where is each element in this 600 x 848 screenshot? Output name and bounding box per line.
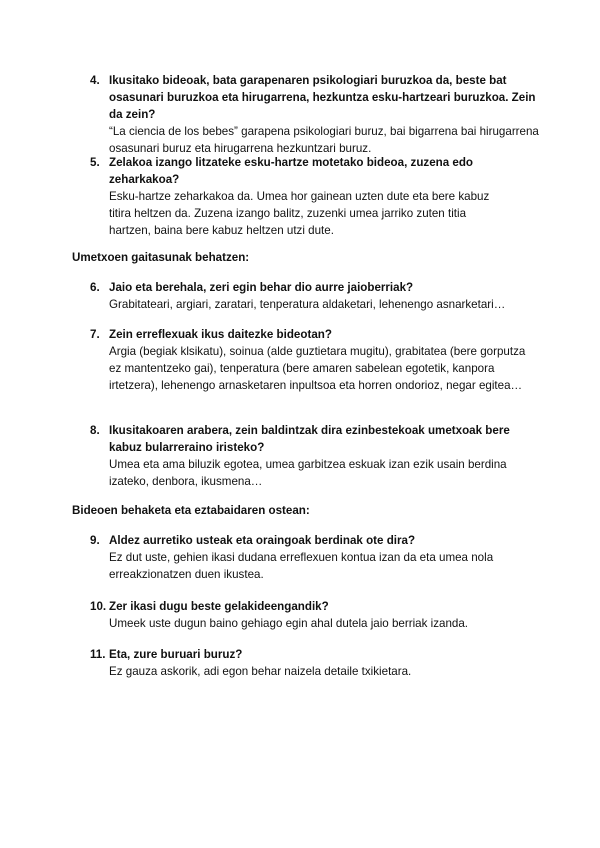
question-text: Zein erreflexuak ikus daitezke bideotan? <box>109 328 332 341</box>
question-number: 4. <box>90 74 100 87</box>
question-item-10 <box>90 598 540 632</box>
question-text: Ikusitakoaren arabera, zein baldintzak dira ezinbestekoak umetxoak bere kabuz bularreraino iristeko? <box>109 424 510 454</box>
question-text: Ikusitako bideoak, bata garapenaren psikologiari buruzkoa da, beste bat osasunari buruzkoa eta hirugarrena, hezkuntza esku-hartzeari buruzkoa. Zein da zein? <box>109 74 536 121</box>
answer-text: Umea eta ama biluzik egotea, umea garbitzea eskuak izan ezik usain berdina izateko, denbora, ikusmena… <box>109 458 507 488</box>
question-item-8 <box>90 422 510 490</box>
answer-text: Argia (begiak klsikatu), soinua (alde guztietara mugitu), grabitatea (bere gorputza ez mantentzeko gai), tenperatura (bere amaren sabelean egotetik, kanpora irtetzera), lehenengo arnasketaren inpultsoa eta horren ondorioz, negar egitea… <box>109 345 526 392</box>
answer-text: “La ciencia de los bebes” garapena psikologiari buruz, bai bigarrena bai hirugarrena osasunari buruz eta hirugarrena hezkuntzari buruz. <box>109 125 539 155</box>
question-number: 10. <box>90 600 107 613</box>
question-number: 8. <box>90 424 100 437</box>
question-number: 5. <box>90 156 100 169</box>
question-item-7 <box>90 326 530 394</box>
question-item-4 <box>90 72 545 157</box>
question-number: 6. <box>90 281 100 294</box>
question-item-6 <box>90 279 550 313</box>
question-text: Zelakoa izango litzateke esku-hartze motetako bideoa, zuzena edo zeharkakoa? <box>109 156 474 186</box>
question-item-11 <box>90 646 540 680</box>
question-item-5 <box>90 154 510 239</box>
section-heading-behatzen: Umetxoen gaitasunak behatzen: <box>72 251 250 264</box>
section-heading-ostean: Bideoen behaketa eta eztabaidaren ostean: <box>72 504 310 517</box>
answer-text: Esku-hartze zeharkakoa da. Umea hor gainean uzten dute eta bere kabuz titira heltzen da. Zuzena izango balitz, zuzenki umea jarriko zuten titia hartzen, baina bere kabuz heltzen utzi dute. <box>109 190 490 237</box>
question-text: Aldez aurretiko usteak eta oraingoak berdinak ote dira? <box>109 534 416 547</box>
question-text: Zer ikasi dugu beste gelakideengandik? <box>109 600 329 613</box>
answer-text: Umeek uste dugun baino gehiago egin ahal dutela jaio berriak izanda. <box>109 617 469 630</box>
answer-text: Ez gauza askorik, adi egon behar naizela detaile txikietara. <box>109 665 412 678</box>
question-text: Eta, zure buruari buruz? <box>109 648 243 661</box>
answer-text: Ez dut uste, gehien ikasi dudana erreflexuen kontua izan da eta umea nola erreakzionatzen duen ikustea. <box>109 551 494 581</box>
question-text: Jaio eta berehala, zeri egin behar dio aurre jaioberriak? <box>109 281 414 294</box>
question-number: 11. <box>90 648 106 661</box>
answer-text: Grabitateari, argiari, zaratari, tenperatura aldaketari, lehenengo asnarketari… <box>109 298 506 311</box>
question-item-9 <box>90 532 530 583</box>
question-number: 9. <box>90 534 100 547</box>
question-number: 7. <box>90 328 100 341</box>
